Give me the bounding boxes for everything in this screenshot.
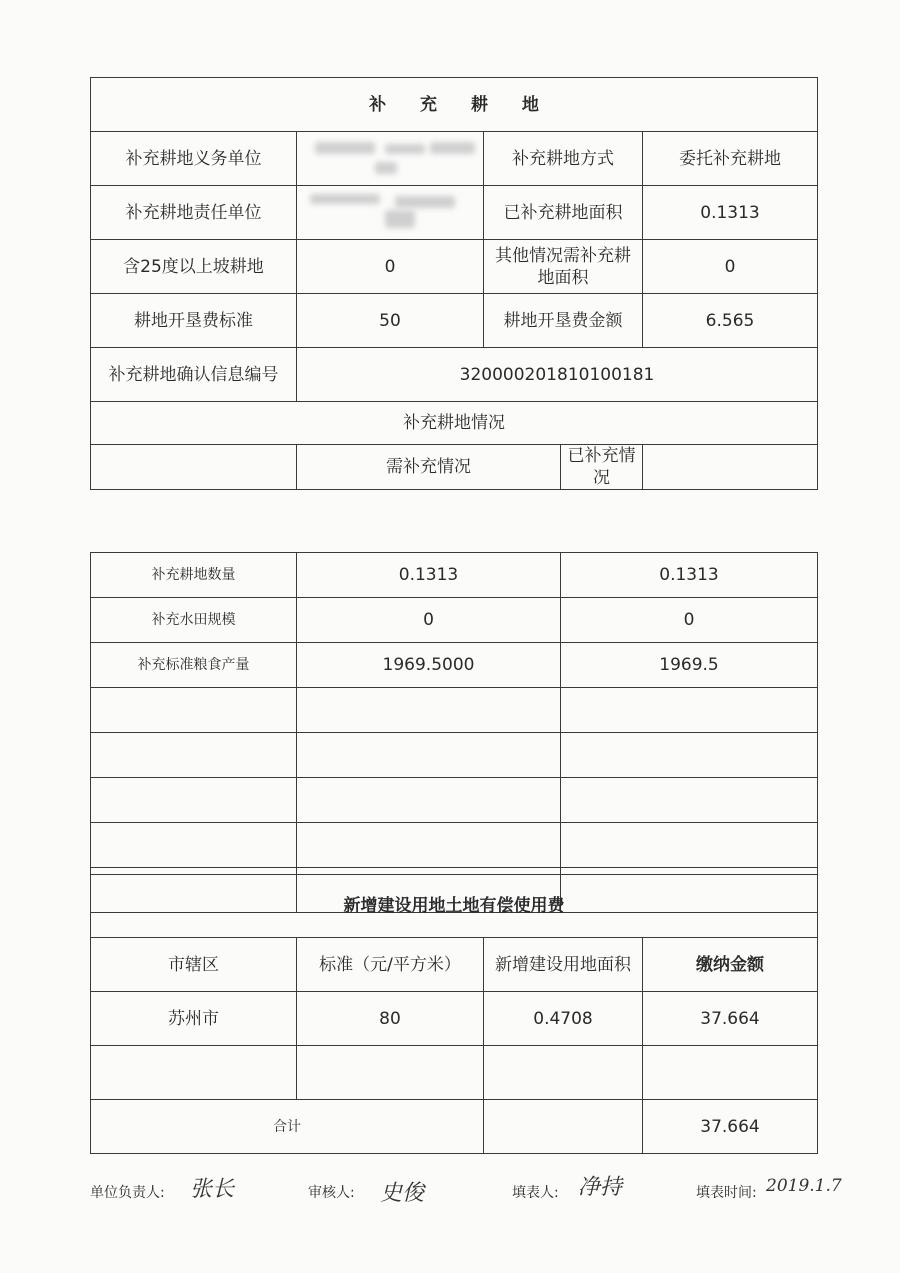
empty-cell — [484, 1046, 643, 1100]
label-confirm-number: 补充耕地确认信息编号 — [91, 348, 297, 402]
date-label: 填表时间: — [696, 1185, 757, 1201]
value-obligation-unit-redacted — [297, 132, 484, 186]
header-new-area: 新增建设用地面积 — [484, 938, 643, 992]
value-reclamation-fee: 6.565 — [643, 294, 818, 348]
value-confirm-number: 320000201810100181 — [297, 348, 818, 402]
land-supplement-detail-table — [90, 552, 818, 913]
total-amount: 37.664 — [643, 1100, 818, 1154]
done-grain: 1969.5 — [561, 643, 818, 688]
header-done-spill — [643, 445, 818, 490]
label-reclamation-standard: 耕地开垦费标准 — [91, 294, 297, 348]
filler-signature: 净持 — [578, 1175, 623, 1200]
empty-cell — [561, 823, 818, 868]
empty-cell — [297, 778, 561, 823]
header-standard: 标准（元/平方米） — [297, 938, 484, 992]
empty-cell — [91, 733, 297, 778]
label-responsible-unit: 补充耕地责任单位 — [91, 186, 297, 240]
total-blank — [484, 1100, 643, 1154]
section3-title: 新增建设用地土地有偿使用费 — [91, 875, 818, 938]
redaction-blur — [305, 136, 475, 176]
header-district: 市辖区 — [91, 938, 297, 992]
header-needed: 需补充情况 已补充情况 — [297, 445, 643, 490]
value-standard: 80 — [297, 992, 484, 1046]
header-amount: 缴纳金额 — [643, 938, 818, 992]
label-obligation-unit: 补充耕地义务单位 — [91, 132, 297, 186]
empty-cell — [297, 1046, 484, 1100]
reviewer-signature: 史俊 — [380, 1181, 425, 1206]
empty-cell — [91, 778, 297, 823]
needed-quantity: 0.1313 — [297, 553, 561, 598]
done-paddy: 0 — [561, 598, 818, 643]
empty-cell — [91, 688, 297, 733]
reviewer-label: 审核人: — [308, 1185, 355, 1201]
value-other-area: 0 — [643, 240, 818, 294]
label-reclamation-fee: 耕地开垦费金额 — [484, 294, 643, 348]
value-responsible-unit-redacted — [297, 186, 484, 240]
done-quantity: 0.1313 — [561, 553, 818, 598]
label-supplemented-area: 已补充耕地面积 — [484, 186, 643, 240]
value-new-area: 0.4708 — [484, 992, 643, 1046]
label-other-area: 其他情况需补充耕地面积 — [484, 240, 643, 294]
signature-footer — [90, 1172, 842, 1232]
empty-cell — [91, 823, 297, 868]
leader-label: 单位负责人: — [90, 1185, 165, 1201]
label-supplement-method: 补充耕地方式 — [484, 132, 643, 186]
value-reclamation-standard: 50 — [297, 294, 484, 348]
leader-signature: 张长 — [190, 1177, 235, 1202]
empty-cell — [297, 823, 561, 868]
needed-grain: 1969.5000 — [297, 643, 561, 688]
label-paddy: 补充水田规模 — [91, 598, 297, 643]
label-grain: 补充标准粮食产量 — [91, 643, 297, 688]
empty-cell — [561, 733, 818, 778]
section2-header-blank — [91, 445, 297, 490]
value-amount: 37.664 — [643, 992, 818, 1046]
value-supplemented-area: 0.1313 — [643, 186, 818, 240]
label-slope-land: 含25度以上坡耕地 — [91, 240, 297, 294]
date-value: 2019.1.7 — [766, 1176, 842, 1196]
value-slope-land: 0 — [297, 240, 484, 294]
empty-cell — [561, 688, 818, 733]
needed-paddy: 0 — [297, 598, 561, 643]
empty-cell — [297, 688, 561, 733]
value-supplement-method: 委托补充耕地 — [643, 132, 818, 186]
section1-title: 补 充 耕 地 — [91, 78, 818, 132]
empty-cell — [297, 733, 561, 778]
label-quantity: 补充耕地数量 — [91, 553, 297, 598]
empty-cell — [561, 778, 818, 823]
redaction-blur — [305, 190, 475, 230]
total-label: 合计 — [91, 1100, 484, 1154]
section2-title: 补充耕地情况 — [91, 402, 818, 445]
value-district: 苏州市 — [91, 992, 297, 1046]
empty-cell — [91, 1046, 297, 1100]
filler-label: 填表人: — [512, 1185, 559, 1201]
empty-cell — [643, 1046, 818, 1100]
usage-fee-table — [90, 874, 818, 1154]
land-supplement-table — [90, 77, 818, 490]
